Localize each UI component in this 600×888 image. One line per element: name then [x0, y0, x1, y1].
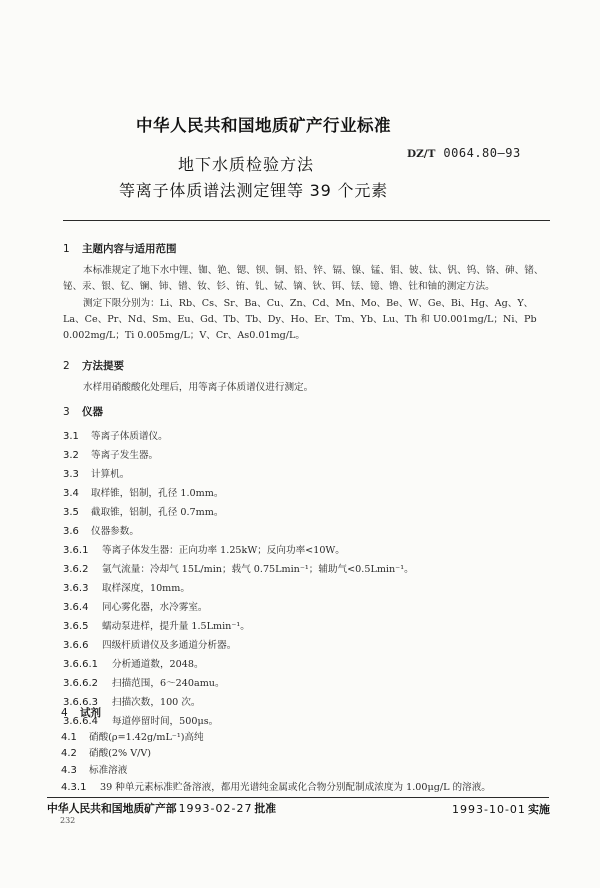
standard-code [407, 146, 521, 160]
footer-divider [47, 797, 549, 798]
section-2-heading: 2 方法提要 [63, 360, 124, 372]
effective-date: 1993-10-01 [452, 803, 526, 816]
section-1-paragraph-2: 测定下限分别为：Li、Rb、Cs、Sr、Ba、Cu、Zn、Cd、Mn、Mo、Be、W、Ge、Bi、Hg、Ag、Y、La、Ce、Pr、Nd、Sm、Eu、Gd、Tb、Tb、Dy、Ho、Er、Tm、Yb、Lu、Th 和 U0.001mg/L；Ni、Pb 0.002mg/L；Ti 0.005mg/L；V、Cr、As0.01mg/L。 [63, 298, 537, 341]
header-divider [63, 220, 550, 221]
list-item: 4.1 硝酸(ρ=1.42g/mL⁻¹)高纯 [61, 732, 204, 743]
list-item: 3.6.6.2 扫描范围，6～240amu。 [63, 678, 225, 689]
list-item: 3.6.4 同心雾化器，水冷雾室。 [63, 602, 208, 613]
section-2-paragraph-1: 水样用硝酸酸化处理后，用等离子体质谱仪进行测定。 [83, 382, 314, 393]
document-title-line1: 地下水质检验方法 [178, 155, 315, 174]
section-1-paragraph-1: 本标准规定了地下水中锂、铷、铯、锶、钡、铜、铅、锌、镉、镍、锰、钼、铍、钛、钒、钨、铬、砷、锗、铋、汞、银、钇、镧、铈、镨、钕、钐、铕、钆、铽、镝、钬、铒、铥、镱、镥、钍和铀的测定方法。 [63, 265, 544, 292]
list-item: 3.6.5 蠕动泵进样，提升量 1.5Lmin⁻¹。 [63, 621, 250, 632]
list-item: 3.6.6.1 分析通道数，2048。 [63, 659, 204, 670]
section-1-heading: 1 主题内容与适用范围 [63, 243, 177, 255]
list-item: 3.5 截取锥，铝制，孔径 0.7mm。 [63, 507, 224, 518]
list-item: 3.6.6.3 扫描次数，100 次。 [63, 697, 201, 708]
list-item: 3.1 等离子体质谱仪。 [63, 431, 168, 442]
list-item: 4.3 标准溶液 [61, 765, 128, 776]
standard-code-prefix: DZ/T [407, 148, 436, 160]
section-4-heading: 4 试剂 [61, 707, 101, 719]
approve-label: 批准 [254, 802, 277, 815]
list-item: 3.4 取样锥，铝制，孔径 1.0mm。 [63, 488, 224, 499]
list-item: 3.3 计算机。 [63, 469, 130, 480]
list-item: 3.6.6.4 每道停留时间，500μs。 [63, 716, 219, 727]
list-item: 3.6.1 等离子体发生器：正向功率 1.25kW；反向功率<10W。 [63, 545, 345, 556]
list-item: 4.2 硝酸(2% V/V) [61, 748, 152, 759]
approval-info [47, 801, 276, 816]
list-item: 3.2 等离子发生器。 [63, 450, 159, 461]
section-3-heading: 3 仪器 [63, 406, 103, 418]
standard-organization: 中华人民共和国地质矿产行业标准 [136, 116, 391, 135]
effective-label: 实施 [527, 803, 550, 816]
approve-date: 1993-02-27 [178, 802, 253, 815]
list-item: 4.3.1 39 种单元素标准贮备溶液，都用光谱纯金属或化合物分别配制成浓度为 1.00μg/L 的溶液。 [61, 782, 491, 793]
effective-info [452, 801, 550, 817]
standard-code-number: 0064.80—93 [443, 146, 521, 160]
approver: 中华人民共和国地质矿产部 [47, 802, 177, 815]
list-item: 3.6.2 氩气流量：冷却气 15L/min；载气 0.75Lmin⁻¹；辅助气<0.5Lmin⁻¹。 [63, 564, 414, 575]
list-item: 3.6 仪器参数。 [63, 526, 139, 537]
list-item: 3.6.3 取样深度，10mm。 [63, 583, 190, 594]
list-item: 3.6.6 四级杆质谱仪及多通道分析器。 [63, 640, 237, 651]
document-title-line2: 等离子体质谱法测定锂等 39 个元素 [119, 181, 388, 200]
page-number: 232 [60, 816, 76, 825]
